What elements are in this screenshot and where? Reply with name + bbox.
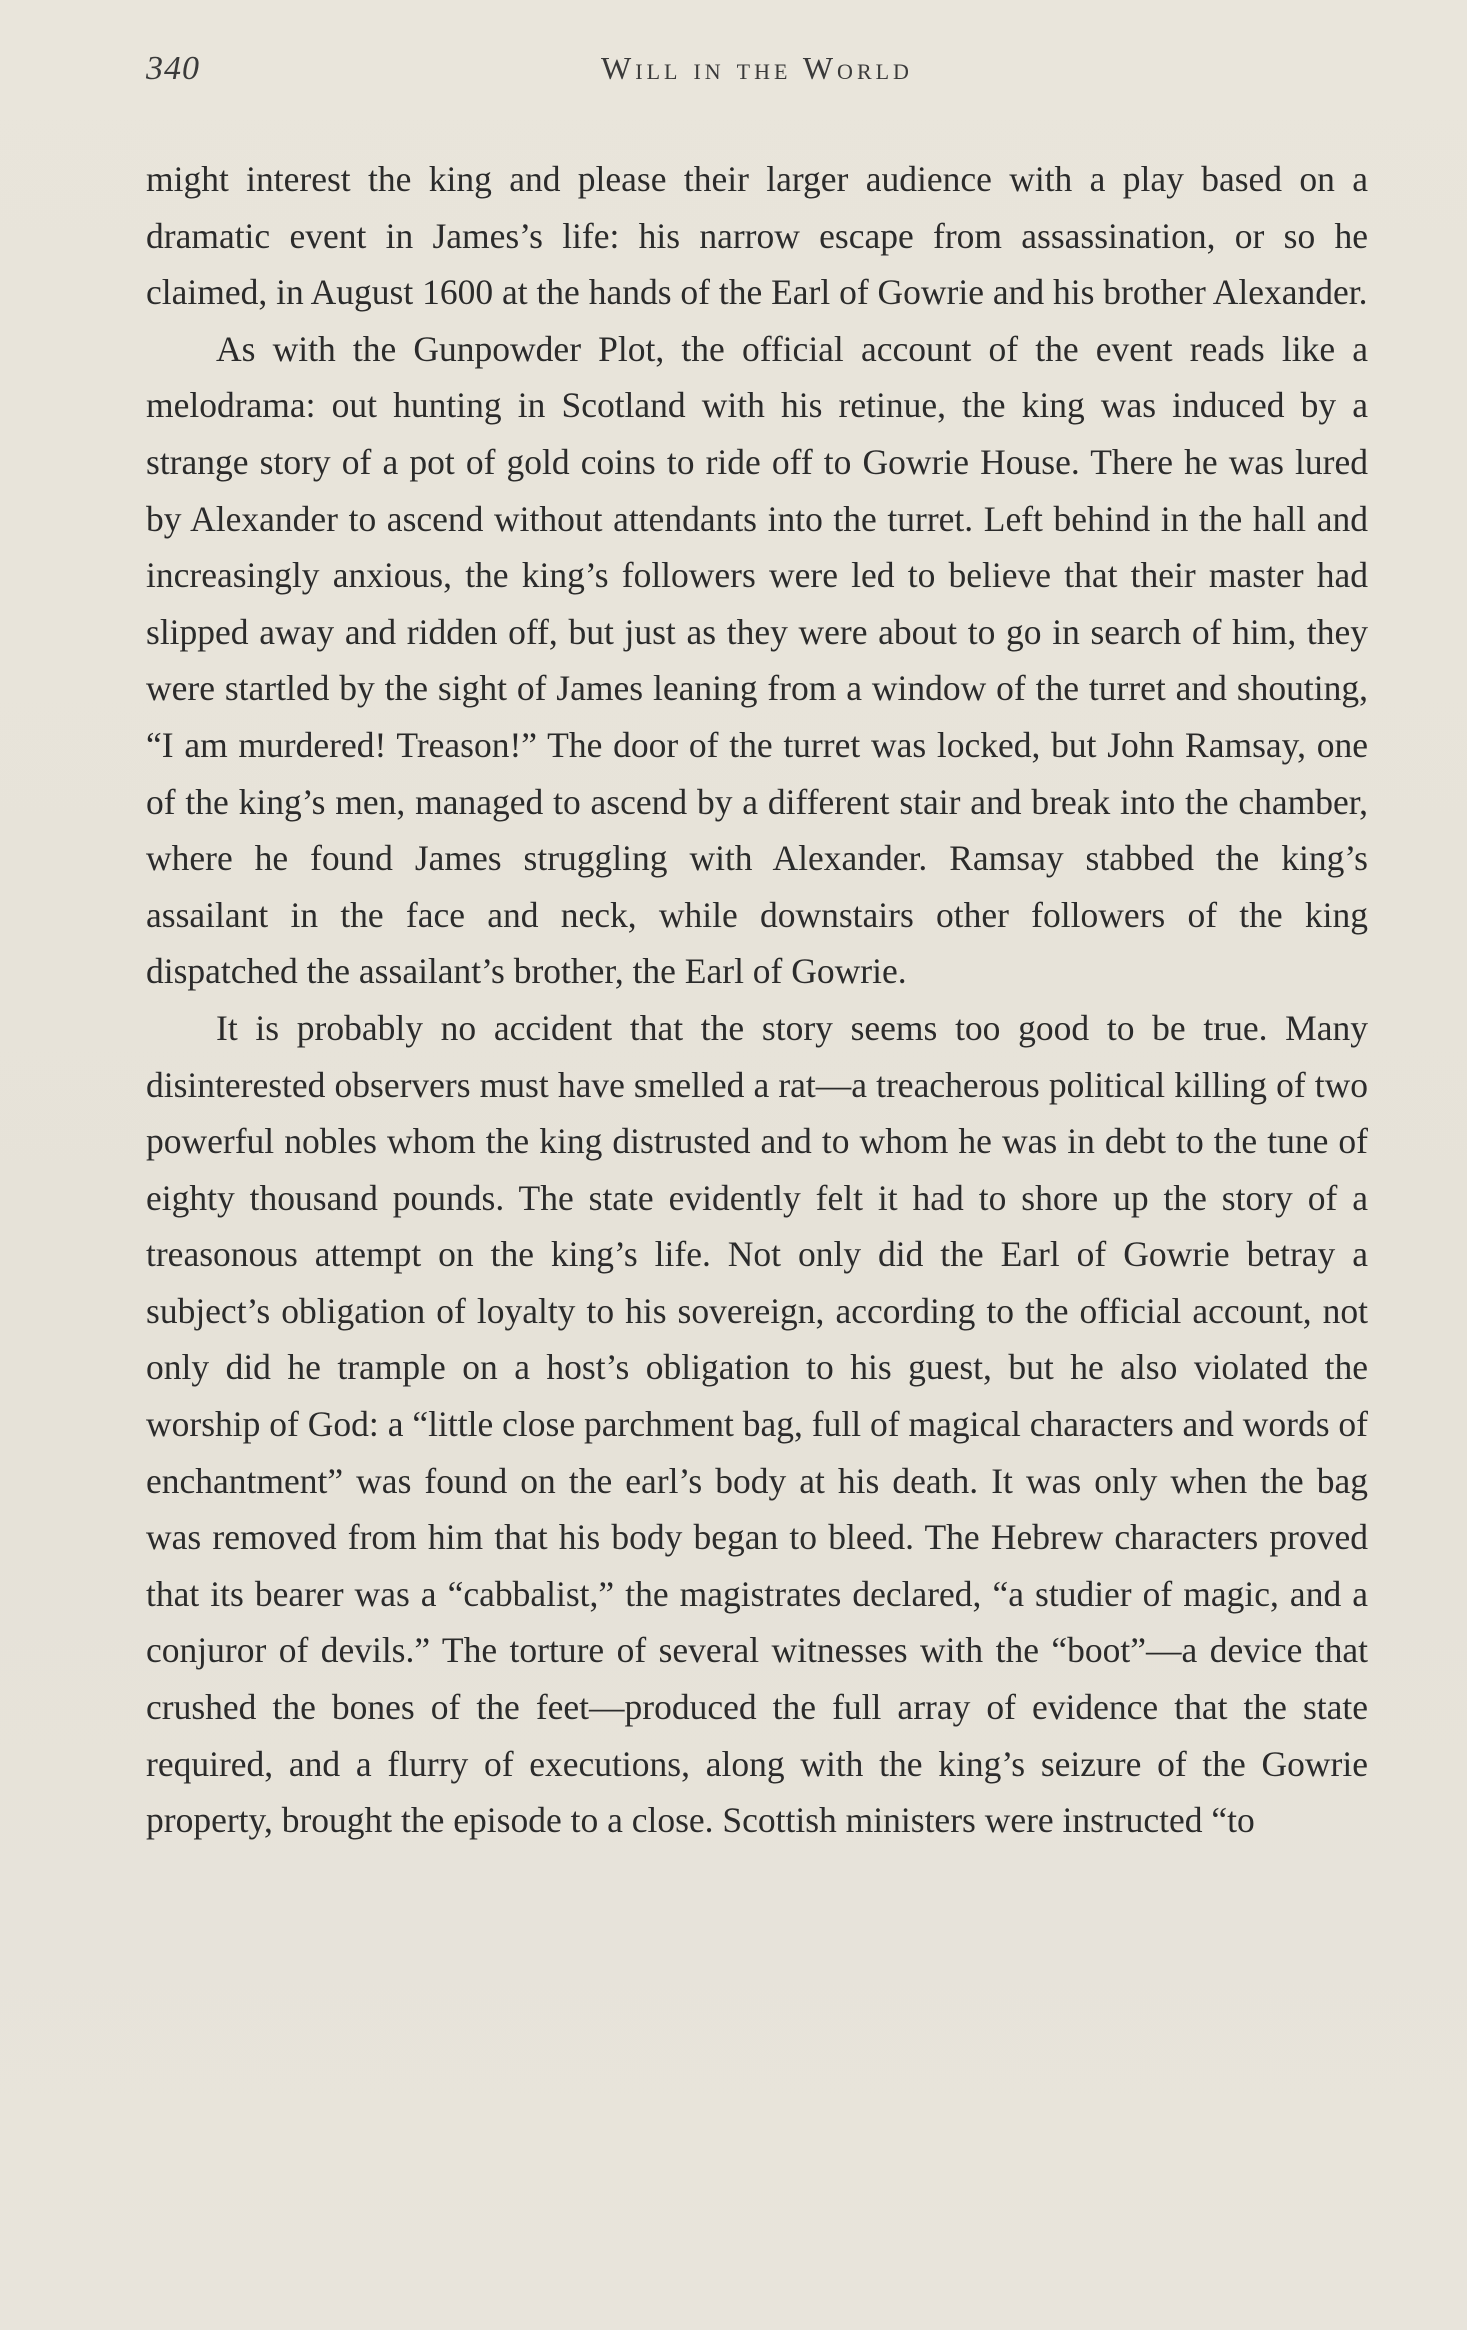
paragraph-3: It is probably no accident that the story seems too good to be true. Many disinterested observers must have smelled a rat—a treacherous political killing of two powerful nobles whom the king distrusted and to whom he was in debt to the tune of eighty thousand pounds. The state evidently felt it had to shore up the story of a treasonous attempt on the king’s life. Not only did the Earl of Gowrie betray a subject’s obligation of loyalty to his sovereign, according to the official account, not only did he trample on a host’s obligation to his guest, but he also violated the worship of God: a “little close parchment bag, full of magical characters and words of enchantment” was found on the earl’s body at his death. It was only when the bag was removed from him that his body began to bleed. The Hebrew characters proved that its bearer was a “cabbalist,” the magistrates declared, “a studier of magic, and a conjuror of devils.” The torture of several witnesses with the “boot”—a device that crushed the bones of the feet—produced the full array of evidence that the state required, and a flurry of executions, along with the king’s seizure of the Gowrie property, brought the episode to a close. Scottish ministers were instructed “to — [146, 1007, 1368, 1841]
body-text — [146, 151, 1368, 1849]
paragraph-2: As with the Gunpowder Plot, the official account of the event reads like a melodrama: out hunting in Scotland with his retinue, the king was induced by a strange story of a pot of gold coins to ride off to Gowrie House. There he was lured by Alexander to ascend without attendants into the turret. Left behind in the hall and increasingly anxious, the king’s followers were led to believe that their master had slipped away and ridden off, but just as they were about to go in search of him, they were startled by the sight of James leaning from a window of the turret and shouting, “I am murdered! Treason!” The door of the turret was locked, but John Ramsay, one of the king’s men, managed to ascend by a different stair and break into the chamber, where he found James struggling with Alexander. Ramsay stabbed the king’s assailant in the face and neck, while downstairs other followers of the king dispatched the assailant’s brother, the Earl of Gowrie. — [146, 328, 1368, 992]
page-header — [146, 50, 1368, 90]
page-number: 340 — [146, 50, 200, 87]
paragraph-1: might interest the king and please their larger audience with a play based on a dramatic event in James’s life: his narrow escape from assassination, or so he claimed, in August 1600 at the hands of the Earl of Gowrie and his brother Alexander. — [146, 159, 1368, 313]
running-title: Will in the World — [601, 50, 913, 86]
